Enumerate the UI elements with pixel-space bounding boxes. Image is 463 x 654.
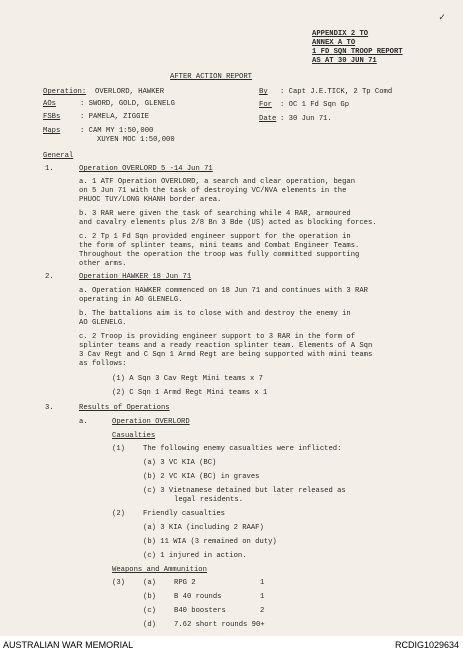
aos-label: AOs xyxy=(43,100,56,108)
appendix-line-1: APPENDIX 2 TO xyxy=(312,30,369,38)
maps-value-2: XUYEN MOC 1:50,000 xyxy=(97,136,175,144)
para-1a-line: PHUOC TUY/LONG KHANH border area. xyxy=(79,196,222,204)
para-2a-line: operating in AO GLENELG. xyxy=(79,296,183,304)
para-2a-line: a. Operation HAWKER commenced on 18 Jun 71 and continues with 3 RAR xyxy=(79,287,368,295)
para-2c-line: 3 Cav Regt and C Sqn 1 Armd Regt are being supported with mini teams xyxy=(79,351,373,359)
footer-source: AUSTRALIAN WAR MEMORIAL xyxy=(3,640,134,650)
by-value: : Capt J.E.TICK, 2 Tp Comd xyxy=(280,88,393,96)
archive-footer xyxy=(0,636,463,654)
for-label: For xyxy=(259,101,272,109)
para-2c-item-2: (2) C Sqn 1 Armd Regt Mini teams x 1 xyxy=(112,389,268,397)
weapon-letter: (d) xyxy=(143,621,156,629)
weapons-number: (3) xyxy=(112,579,125,587)
maps-value-1: : CAM MY 1:50,000 xyxy=(80,127,154,135)
casualties-heading: Casualties xyxy=(112,432,156,440)
enemy-casualty-item: (c) 3 Vietnamese detained but later released as xyxy=(143,487,346,495)
section-3-heading: Results of Operations xyxy=(79,404,170,412)
enemy-casualty-item: (a) 3 VC KIA (BC) xyxy=(143,459,217,467)
para-2c-item-1: (1) A Sqn 3 Cav Regt Mini teams x 7 xyxy=(112,375,263,383)
check-mark-icon: ✓ xyxy=(439,13,446,24)
friendly-casualty-item: (b) 11 WIA (3 remained on duty) xyxy=(143,538,277,546)
enemy-casualties-text: The following enemy casualties were inflicted: xyxy=(143,445,342,453)
friendly-casualties-number: (2) xyxy=(112,510,125,518)
weapon-item: 7.62 short rounds 90+ xyxy=(174,621,265,629)
for-value: : OC 1 Fd Sqn Gp xyxy=(280,101,350,109)
enemy-casualty-item: (b) 2 VC KIA (BC) in graves xyxy=(143,473,260,481)
para-1b-line: and cavalry elements plus 2/8 Bn 3 Bde (US) acted as blocking forces. xyxy=(79,219,377,227)
para-2c-line: as follows: xyxy=(79,360,127,368)
date-label: Date xyxy=(259,115,277,123)
weapon-qty: 2 xyxy=(260,607,265,615)
para-1c-line: c. 2 Tp 1 Fd Sqn provided engineer support for the operation in xyxy=(79,233,351,241)
fsbs-label: FSBs xyxy=(43,113,61,121)
para-2b-line: b. The battalions aim is to close with and destroy the enemy in xyxy=(79,310,351,318)
section-3-number: 3. xyxy=(45,404,54,412)
weapon-letter: (c) xyxy=(143,607,156,615)
para-2c-line: c. 2 Troop is providing engineer support to 3 RAR in the form of xyxy=(79,333,356,341)
para-1c-line: the form of splinter teams, mini teams and Combat Engineer Teams. xyxy=(79,242,360,250)
para-2c-line: splinter teams and a ready reaction splinter team. Elements of A Sqn xyxy=(79,342,373,350)
weapon-letter: (a) xyxy=(143,579,156,587)
friendly-casualty-item: (c) 1 injured in action. xyxy=(143,552,247,560)
weapon-item: B 40 rounds xyxy=(174,593,222,601)
friendly-casualties-text: Friendly casualties xyxy=(143,510,225,518)
para-1c-line: other arms. xyxy=(79,260,127,268)
maps-label: Maps xyxy=(43,127,61,135)
fsbs-value: : PAMELA, ZIGGIE xyxy=(80,113,150,121)
section-2-heading: Operation HAWKER 18 Jun 71 xyxy=(79,273,192,281)
weapon-item: B40 boosters xyxy=(174,607,226,615)
aos-value: : SWORD, GOLD, GLENELG xyxy=(80,100,175,108)
weapon-qty: 1 xyxy=(260,593,265,601)
para-3a-label: a. xyxy=(79,418,88,426)
date-value: : 30 Jun 71. xyxy=(280,115,332,123)
report-title: AFTER ACTION REPORT xyxy=(170,73,252,81)
appendix-line-2: ANNEX A TO xyxy=(312,39,356,47)
appendix-line-3: 1 FD SQN TROOP REPORT xyxy=(312,48,403,56)
enemy-casualty-item-cont: legal residents. xyxy=(174,496,244,504)
appendix-line-4: AS AT 30 JUN 71 xyxy=(312,57,377,65)
weapon-item: RPG 2 xyxy=(174,579,196,587)
by-label: By xyxy=(259,88,268,96)
para-1a-line: on 5 Jun 71 with the task of destroying VC/NVA elements in the xyxy=(79,187,347,195)
section-1-heading: Operation OVERLORD 5 -14 Jun 71 xyxy=(79,165,213,173)
para-3a-heading: Operation OVERLORD xyxy=(112,418,190,426)
friendly-casualty-item: (a) 3 KIA (including 2 RAAF) xyxy=(143,524,264,532)
weapons-heading: Weapons and Ammunition xyxy=(112,566,207,574)
section-1-number: 1. xyxy=(45,165,54,173)
para-1a-line: a. 1 ATF Operation OVERLORD, a search and clear operation, began xyxy=(79,178,356,186)
enemy-casualties-number: (1) xyxy=(112,445,125,453)
para-1b-line: b. 3 RAR were given the task of searching while 4 RAR, armoured xyxy=(79,210,351,218)
weapon-qty: 1 xyxy=(260,579,265,587)
para-2b-line: AO GLENELG. xyxy=(79,319,127,327)
section-2-number: 2. xyxy=(45,273,54,281)
operation-value: OVERLORD, HAWKER xyxy=(95,88,165,96)
general-heading: General xyxy=(43,152,74,160)
para-1c-line: Throughout the operation the troop was fully committed supporting xyxy=(79,251,360,259)
operation-label: Operation: xyxy=(43,88,87,96)
footer-id: RCDIG1029634 xyxy=(394,640,459,650)
weapon-letter: (b) xyxy=(143,593,156,601)
